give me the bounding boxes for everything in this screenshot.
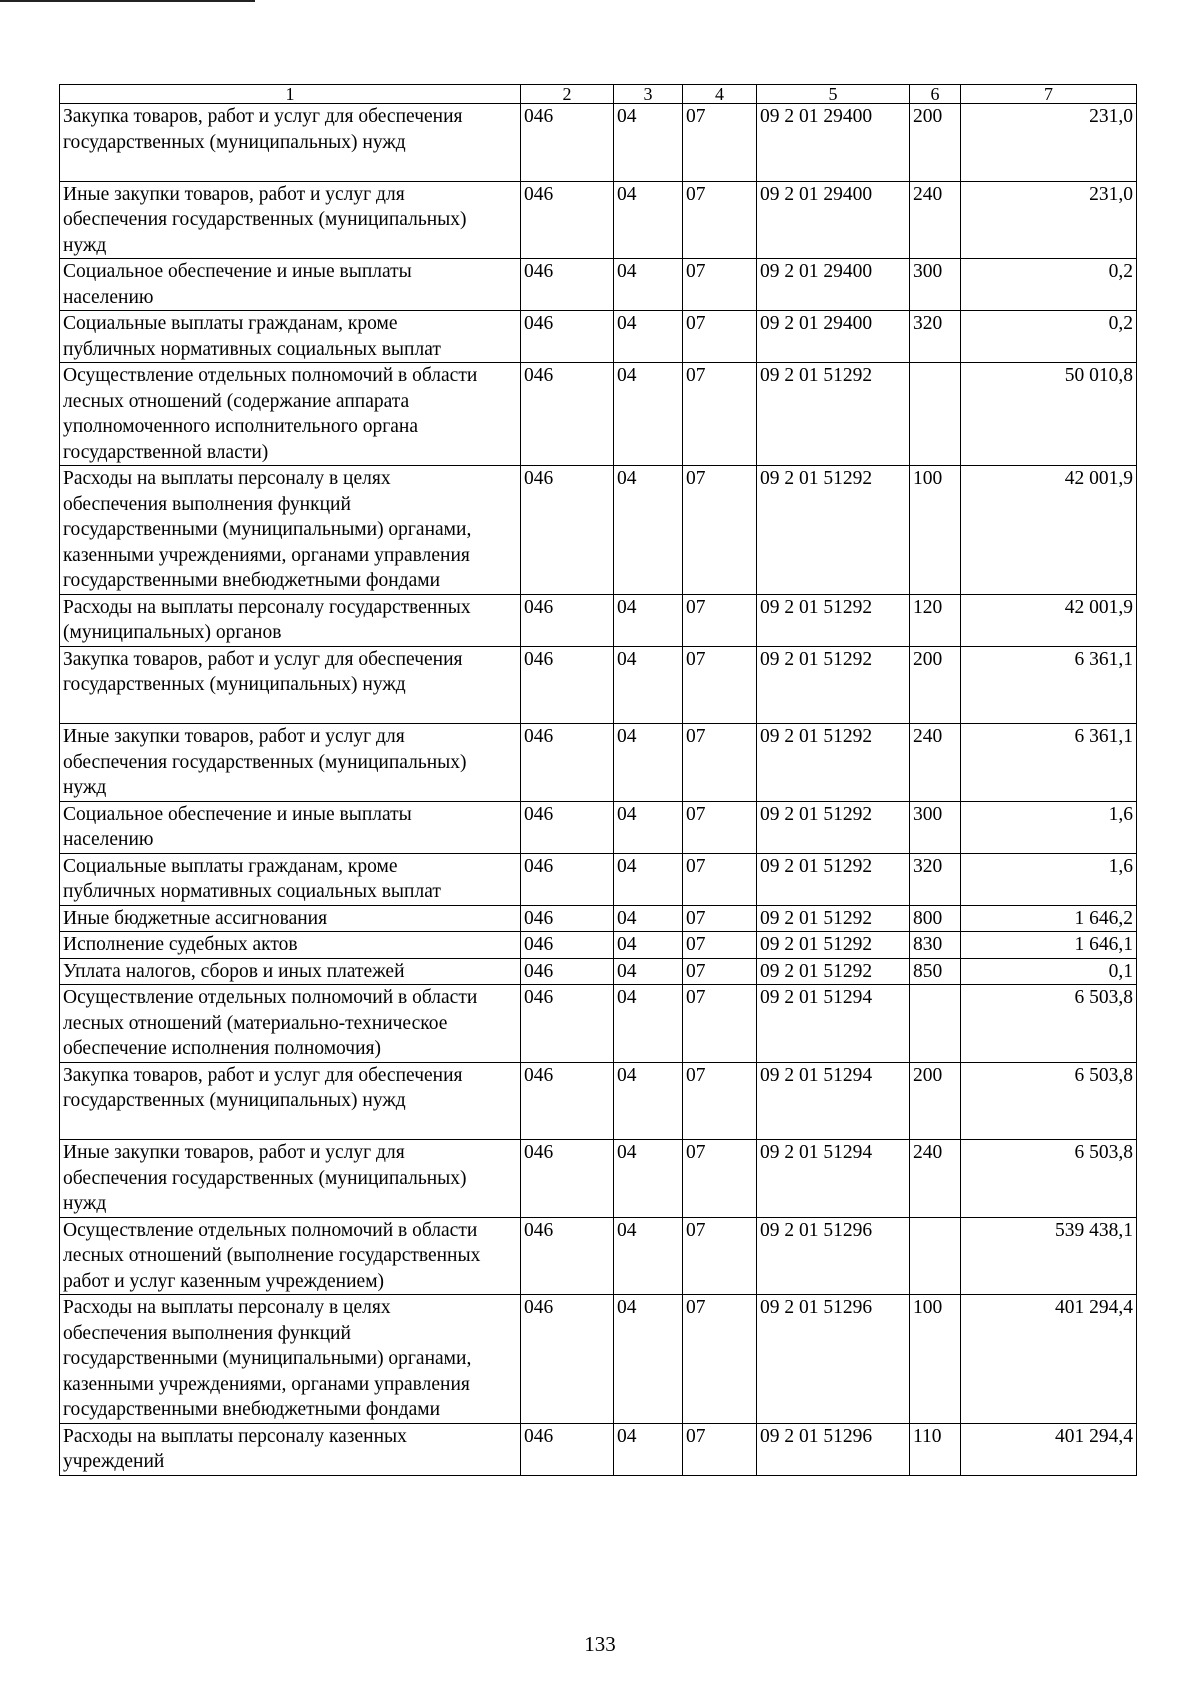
subsection-code: 07 — [683, 724, 757, 802]
expense-description: Исполнение судебных актов — [60, 932, 521, 959]
budget-table — [59, 84, 1137, 1476]
target-article-code: 09 2 01 29400 — [757, 181, 910, 259]
expense-description: Расходы на выплаты персоналу государственных (муниципальных) органов — [60, 594, 521, 646]
ministry-code: 046 — [521, 801, 614, 853]
expense-type-code: 300 — [910, 259, 961, 311]
expense-type-code — [910, 985, 961, 1063]
expense-description: Расходы на выплаты персоналу казенных учреждений — [60, 1423, 521, 1475]
ministry-code: 046 — [521, 466, 614, 595]
table-row — [60, 985, 1137, 1063]
table-row — [60, 311, 1137, 363]
subsection-code: 07 — [683, 1295, 757, 1424]
expense-type-code: 240 — [910, 1140, 961, 1218]
expense-type-code — [910, 1217, 961, 1295]
table-row — [60, 363, 1137, 466]
target-article-code: 09 2 01 51292 — [757, 363, 910, 466]
table-row — [60, 104, 1137, 182]
subsection-code: 07 — [683, 311, 757, 363]
target-article-code: 09 2 01 51294 — [757, 1062, 910, 1140]
amount-value: 401 294,4 — [961, 1423, 1137, 1475]
expense-type-code: 320 — [910, 853, 961, 905]
ministry-code: 046 — [521, 985, 614, 1063]
subsection-code: 07 — [683, 905, 757, 932]
target-article-code: 09 2 01 51292 — [757, 932, 910, 959]
target-article-code: 09 2 01 29400 — [757, 259, 910, 311]
ministry-code: 046 — [521, 1062, 614, 1140]
subsection-code: 07 — [683, 958, 757, 985]
expense-type-code: 110 — [910, 1423, 961, 1475]
table-row — [60, 1423, 1137, 1475]
table-row — [60, 646, 1137, 724]
amount-value: 1 646,1 — [961, 932, 1137, 959]
ministry-code: 046 — [521, 724, 614, 802]
subsection-code: 07 — [683, 363, 757, 466]
budget-table-container — [59, 84, 1136, 1476]
amount-value: 6 361,1 — [961, 646, 1137, 724]
column-number-4: 4 — [683, 85, 757, 104]
subsection-code: 07 — [683, 932, 757, 959]
subsection-code: 07 — [683, 1423, 757, 1475]
ministry-code: 046 — [521, 1217, 614, 1295]
page-number: 133 — [584, 1632, 616, 1656]
ministry-code: 046 — [521, 905, 614, 932]
subsection-code: 07 — [683, 1062, 757, 1140]
subsection-code: 07 — [683, 1140, 757, 1218]
expense-description: Социальные выплаты гражданам, кроме публичных нормативных социальных выплат — [60, 853, 521, 905]
expense-description: Иные бюджетные ассигнования — [60, 905, 521, 932]
section-code: 04 — [614, 985, 683, 1063]
top-edge-rule — [0, 0, 255, 2]
subsection-code: 07 — [683, 181, 757, 259]
section-code: 04 — [614, 259, 683, 311]
ministry-code: 046 — [521, 958, 614, 985]
amount-value: 231,0 — [961, 181, 1137, 259]
table-row — [60, 905, 1137, 932]
expense-description: Иные закупки товаров, работ и услуг для обеспечения государственных (муниципальных) нужд — [60, 724, 521, 802]
section-code: 04 — [614, 958, 683, 985]
table-body — [60, 104, 1137, 1476]
subsection-code: 07 — [683, 985, 757, 1063]
expense-type-code: 850 — [910, 958, 961, 985]
table-row — [60, 181, 1137, 259]
section-code: 04 — [614, 594, 683, 646]
expense-description: Закупка товаров, работ и услуг для обеспечения государственных (муниципальных) нужд — [60, 104, 521, 182]
section-code: 04 — [614, 905, 683, 932]
column-number-3: 3 — [614, 85, 683, 104]
target-article-code: 09 2 01 51292 — [757, 905, 910, 932]
ministry-code: 046 — [521, 259, 614, 311]
ministry-code: 046 — [521, 1295, 614, 1424]
target-article-code: 09 2 01 51294 — [757, 1140, 910, 1218]
expense-type-code: 100 — [910, 466, 961, 595]
expense-description: Закупка товаров, работ и услуг для обеспечения государственных (муниципальных) нужд — [60, 646, 521, 724]
expense-type-code: 200 — [910, 646, 961, 724]
section-code: 04 — [614, 181, 683, 259]
subsection-code: 07 — [683, 466, 757, 595]
amount-value: 6 361,1 — [961, 724, 1137, 802]
section-code: 04 — [614, 311, 683, 363]
table-row — [60, 1295, 1137, 1424]
ministry-code: 046 — [521, 1140, 614, 1218]
ministry-code: 046 — [521, 594, 614, 646]
section-code: 04 — [614, 104, 683, 182]
expense-type-code: 120 — [910, 594, 961, 646]
expense-description: Уплата налогов, сборов и иных платежей — [60, 958, 521, 985]
column-number-row — [60, 85, 1137, 104]
section-code: 04 — [614, 724, 683, 802]
section-code: 04 — [614, 1295, 683, 1424]
amount-value: 42 001,9 — [961, 466, 1137, 595]
expense-type-code: 200 — [910, 104, 961, 182]
table-row — [60, 932, 1137, 959]
target-article-code: 09 2 01 51296 — [757, 1217, 910, 1295]
table-row — [60, 1140, 1137, 1218]
expense-type-code: 200 — [910, 1062, 961, 1140]
amount-value: 0,2 — [961, 259, 1137, 311]
ministry-code: 046 — [521, 104, 614, 182]
section-code: 04 — [614, 646, 683, 724]
target-article-code: 09 2 01 51296 — [757, 1295, 910, 1424]
ministry-code: 046 — [521, 1423, 614, 1475]
section-code: 04 — [614, 801, 683, 853]
subsection-code: 07 — [683, 853, 757, 905]
subsection-code: 07 — [683, 646, 757, 724]
table-row — [60, 1217, 1137, 1295]
ministry-code: 046 — [521, 932, 614, 959]
subsection-code: 07 — [683, 1217, 757, 1295]
target-article-code: 09 2 01 51292 — [757, 646, 910, 724]
section-code: 04 — [614, 1062, 683, 1140]
column-number-6: 6 — [910, 85, 961, 104]
expense-description: Расходы на выплаты персоналу в целях обеспечения выполнения функций государственными (муниципальными) органами, казенными учреждениями, органами управления государственными внебюджетными фондами — [60, 1295, 521, 1424]
expense-description: Расходы на выплаты персоналу в целях обеспечения выполнения функций государственными (муниципальными) органами, казенными учреждениями, органами управления государственными внебюджетными фондами — [60, 466, 521, 595]
ministry-code: 046 — [521, 363, 614, 466]
amount-value: 6 503,8 — [961, 1062, 1137, 1140]
amount-value: 42 001,9 — [961, 594, 1137, 646]
expense-description: Осуществление отдельных полномочий в области лесных отношений (материально-техническое обеспечение исполнения полномочия) — [60, 985, 521, 1063]
expense-description: Иные закупки товаров, работ и услуг для обеспечения государственных (муниципальных) нужд — [60, 1140, 521, 1218]
subsection-code: 07 — [683, 104, 757, 182]
column-number-2: 2 — [521, 85, 614, 104]
amount-value: 0,2 — [961, 311, 1137, 363]
amount-value: 6 503,8 — [961, 1140, 1137, 1218]
expense-description: Социальное обеспечение и иные выплаты населению — [60, 801, 521, 853]
amount-value: 539 438,1 — [961, 1217, 1137, 1295]
expense-type-code: 100 — [910, 1295, 961, 1424]
amount-value: 231,0 — [961, 104, 1137, 182]
target-article-code: 09 2 01 51294 — [757, 985, 910, 1063]
expense-type-code: 320 — [910, 311, 961, 363]
target-article-code: 09 2 01 51292 — [757, 801, 910, 853]
ministry-code: 046 — [521, 853, 614, 905]
table-row — [60, 1062, 1137, 1140]
target-article-code: 09 2 01 51292 — [757, 958, 910, 985]
column-number-1: 1 — [60, 85, 521, 104]
amount-value: 6 503,8 — [961, 985, 1137, 1063]
section-code: 04 — [614, 1423, 683, 1475]
section-code: 04 — [614, 932, 683, 959]
amount-value: 50 010,8 — [961, 363, 1137, 466]
target-article-code: 09 2 01 29400 — [757, 311, 910, 363]
table-row — [60, 466, 1137, 595]
amount-value: 401 294,4 — [961, 1295, 1137, 1424]
section-code: 04 — [614, 853, 683, 905]
target-article-code: 09 2 01 29400 — [757, 104, 910, 182]
section-code: 04 — [614, 363, 683, 466]
expense-description: Осуществление отдельных полномочий в области лесных отношений (выполнение государственных работ и услуг казенным учреждением) — [60, 1217, 521, 1295]
column-number-5: 5 — [757, 85, 910, 104]
expense-type-code — [910, 363, 961, 466]
ministry-code: 046 — [521, 646, 614, 724]
target-article-code: 09 2 01 51292 — [757, 466, 910, 595]
expense-description: Закупка товаров, работ и услуг для обеспечения государственных (муниципальных) нужд — [60, 1062, 521, 1140]
table-row — [60, 801, 1137, 853]
ministry-code: 046 — [521, 181, 614, 259]
subsection-code: 07 — [683, 594, 757, 646]
expense-type-code: 240 — [910, 724, 961, 802]
amount-value: 1,6 — [961, 853, 1137, 905]
section-code: 04 — [614, 1217, 683, 1295]
subsection-code: 07 — [683, 801, 757, 853]
table-row — [60, 724, 1137, 802]
table-row — [60, 259, 1137, 311]
target-article-code: 09 2 01 51292 — [757, 724, 910, 802]
amount-value: 1 646,2 — [961, 905, 1137, 932]
expense-description: Иные закупки товаров, работ и услуг для обеспечения государственных (муниципальных) нужд — [60, 181, 521, 259]
target-article-code: 09 2 01 51296 — [757, 1423, 910, 1475]
expense-type-code: 830 — [910, 932, 961, 959]
column-number-7: 7 — [961, 85, 1137, 104]
table-row — [60, 594, 1137, 646]
ministry-code: 046 — [521, 311, 614, 363]
expense-description: Осуществление отдельных полномочий в области лесных отношений (содержание аппарата уполномоченного исполнительного органа государственной власти) — [60, 363, 521, 466]
target-article-code: 09 2 01 51292 — [757, 594, 910, 646]
expense-type-code: 300 — [910, 801, 961, 853]
expense-description: Социальные выплаты гражданам, кроме публичных нормативных социальных выплат — [60, 311, 521, 363]
table-row — [60, 853, 1137, 905]
amount-value: 1,6 — [961, 801, 1137, 853]
expense-type-code: 800 — [910, 905, 961, 932]
subsection-code: 07 — [683, 259, 757, 311]
amount-value: 0,1 — [961, 958, 1137, 985]
section-code: 04 — [614, 466, 683, 595]
expense-description: Социальное обеспечение и иные выплаты населению — [60, 259, 521, 311]
table-row — [60, 958, 1137, 985]
expense-type-code: 240 — [910, 181, 961, 259]
target-article-code: 09 2 01 51292 — [757, 853, 910, 905]
section-code: 04 — [614, 1140, 683, 1218]
